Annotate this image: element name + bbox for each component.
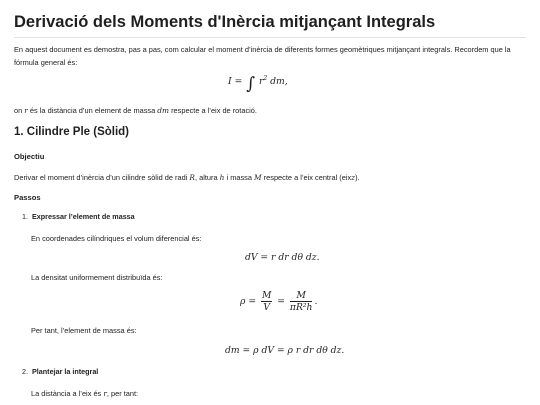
fraction-M-V xyxy=(261,290,272,313)
equation-density xyxy=(240,290,317,313)
steps-heading: Passos xyxy=(14,193,41,202)
step-title: Expressar l’element de massa xyxy=(32,212,135,221)
step-number: 2. xyxy=(22,367,28,376)
text: Derivar el moment d’inèrcia d’un cilindre sòlid de radi xyxy=(14,173,188,182)
math-h: h xyxy=(219,173,225,182)
title-divider xyxy=(14,37,526,38)
step-2-text xyxy=(31,387,138,400)
formula-lhs: I xyxy=(228,76,232,87)
fraction-M-volume xyxy=(290,290,313,313)
text: on xyxy=(14,106,23,115)
eq-end: . xyxy=(314,296,318,307)
text: i massa xyxy=(226,173,252,182)
formula-rest: dm, xyxy=(270,76,288,87)
step-2-title xyxy=(22,367,98,376)
step-title: Plantejar la integral xyxy=(32,367,99,376)
intro-after xyxy=(14,104,257,117)
math-M: M xyxy=(254,173,262,182)
text: respecte a l’eix central (eix xyxy=(263,173,352,182)
section-heading: 1. Cilindre Ple (Sòlid) xyxy=(14,126,130,138)
general-formula xyxy=(228,74,288,94)
denominator: V xyxy=(263,302,270,313)
formula-power: 2 xyxy=(263,74,268,82)
numerator: M xyxy=(261,290,272,301)
math-z: z xyxy=(351,173,356,182)
text: , per tant: xyxy=(106,389,139,398)
formula-integrand: r xyxy=(258,76,264,87)
text: La distància a l’eix és xyxy=(31,389,102,398)
step-1-title xyxy=(22,212,135,221)
page-title: Derivació dels Moments d'Inèrcia mitjançant Integrals xyxy=(14,13,436,31)
denominator: πR²h xyxy=(289,302,313,313)
text: respecte a l’eix de rotació. xyxy=(171,106,257,115)
step-1-text-3: Per tant, l’element de massa és: xyxy=(31,326,137,335)
text: és la distància d’un element de massa xyxy=(29,106,156,115)
objective-text xyxy=(14,171,360,184)
equation-dV: dV = r dr dθ dz. xyxy=(245,252,320,263)
eq-sign: = xyxy=(277,296,285,307)
integral-symbol: ∫ xyxy=(246,74,256,94)
objective-heading: Objectiu xyxy=(14,152,45,161)
step-number: 1. xyxy=(22,212,28,221)
equation-dm: dm = ρ dV = ρ r dr dθ dz. xyxy=(225,345,345,356)
numerator: M xyxy=(290,290,313,302)
math-r: r xyxy=(103,389,107,398)
text: , altura xyxy=(195,173,218,182)
step-1-text-1: En coordenades cilíndriques el volum diferencial és: xyxy=(31,234,202,243)
math-r: r xyxy=(24,106,28,115)
eq-lhs: ρ = xyxy=(240,296,257,307)
intro-paragraph: En aquest document es demostra, pas a pas, com calcular el moment d’inèrcia de diferents formes geomètriques mitjançant integrals. Recordem que la fórmula general és: xyxy=(14,45,511,67)
math-dm: dm xyxy=(157,106,170,115)
step-1-text-2: La densitat uniformement distribuïda és: xyxy=(31,273,163,282)
text: ). xyxy=(355,173,360,182)
formula-eq: = xyxy=(234,76,243,87)
math-R: R xyxy=(189,173,195,182)
